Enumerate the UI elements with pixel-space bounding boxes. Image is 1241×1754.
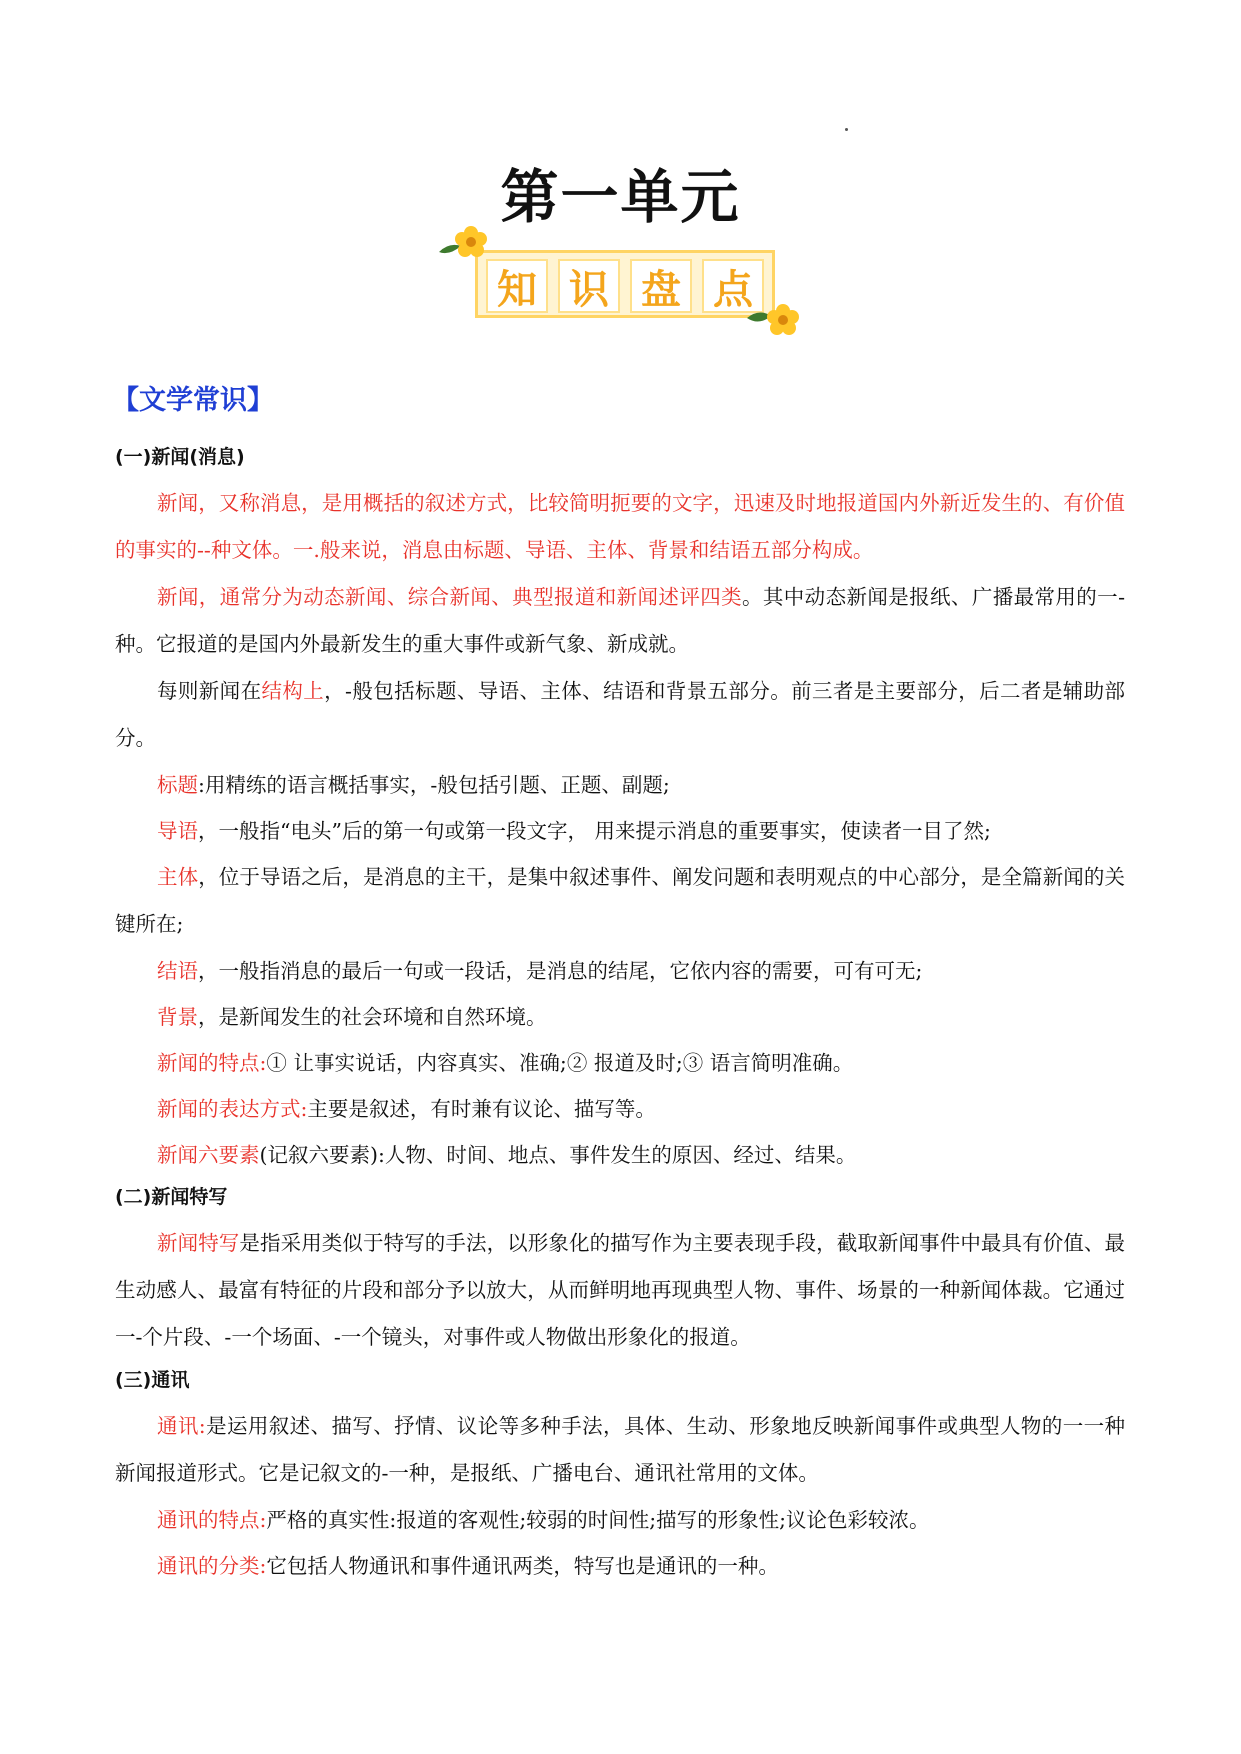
paragraph [115, 1040, 1125, 1086]
paragraph [115, 948, 1125, 994]
speck [845, 128, 848, 131]
badge-char: 知 [486, 259, 548, 313]
paragraph [115, 574, 1125, 668]
highlight: 通讯的分类: [157, 1554, 267, 1578]
highlight: 结语 [157, 959, 198, 983]
paragraph [115, 1497, 1125, 1543]
subheading-feature: (二)新闻特写 [115, 1186, 228, 1208]
text: 主要是叙述，有时兼有议论、描写等。 [307, 1097, 656, 1121]
text: 。其中动态新闻是报纸、广播最常用的一-种。它报道的是国内外最新发生的重大事件或新气象、新成就。 [115, 585, 1125, 656]
text: ① 让事实说话，内容真实、准确;② 报道及时;③ 语言简明准确。 [266, 1051, 854, 1075]
highlight: 新闻的特点: [157, 1051, 267, 1075]
paragraph [115, 668, 1125, 762]
text: (记叙六要素):人物、时间、地点、事件发生的原因、经过、结果。 [259, 1143, 857, 1167]
text: ，-般包括标题、导语、主体、结语和背景五部分。前三者是主要部分，后二者是辅助部分。 [115, 679, 1126, 750]
text: ，位于导语之后，是消息的主干，是集中叙述事件、阐发问题和表明观点的中心部分，是全篇新闻的关键所在; [115, 865, 1126, 936]
text: 严格的真实性:报道的客观性;较弱的时间性;描写的形象性;议论色彩较浓。 [266, 1508, 930, 1532]
paragraph [115, 994, 1125, 1040]
highlight: 新闻，通常分为动态新闻、综合新闻、典型报道和新闻述评四类 [157, 585, 742, 609]
highlight: 标题 [157, 773, 198, 797]
paragraph [115, 808, 1125, 854]
highlight: 新闻的表达方式: [157, 1097, 308, 1121]
section-heading: 【文学常识】 [112, 385, 274, 416]
text: 它包括人物通讯和事件通讯两类，特写也是通讯的一种。 [266, 1554, 779, 1578]
paragraph [115, 1086, 1125, 1132]
badge-char: 盘 [630, 259, 692, 313]
paragraph [115, 1220, 1125, 1361]
knowledge-badge [475, 250, 785, 324]
badge-char: 点 [702, 259, 764, 313]
flower-icon [435, 222, 491, 264]
text: ，一般指“电头”后的第一句或第一段文字， 用来提示消息的重要事实，使读者一目了然; [198, 819, 991, 843]
badge-frame [475, 250, 775, 318]
highlight: 新闻六要素 [157, 1143, 260, 1167]
text: :用精练的语言概括事实，-般包括引题、正题、副题; [198, 773, 670, 797]
text: ，是新闻发生的社会环境和自然环境。 [198, 1005, 547, 1029]
paragraph: 新闻，又称消息，是用概括的叙述方式，比较简明扼要的文字，迅速及时地报道国内外新近发生的、有价值的事实的--种文体。一.般来说，消息由标题、导语、主体、背景和结语五部分构成。 [115, 491, 1125, 562]
text: 每则新闻在 [157, 679, 262, 703]
paragraph [115, 854, 1125, 948]
document-body [115, 442, 1125, 1589]
paragraph [115, 1132, 1125, 1178]
highlight: 结构上 [261, 679, 325, 703]
text: 是指采用类似于特写的手法，以形象化的描写作为主要表现手段，截取新闻事件中最具有价值、最生动感人、最富有特征的片段和部分予以放大，从而鲜明地再现典型人物、事件、场景的一种新闻体裁。它通过一-个片段、-一个场面、-一个镜头，对事件或人物做出形象化的报道。 [115, 1231, 1126, 1349]
text: 是运用叙述、描写、抒情、议论等多种手法，具体、生动、形象地反映新闻事件或典型人物的一一种新闻报道形式。它是记叙文的-一种，是报纸、广播电台、通讯社常用的文体。 [115, 1414, 1125, 1485]
flower-icon [745, 300, 803, 340]
paragraph [115, 1403, 1125, 1497]
highlight: 新闻特写 [157, 1231, 240, 1255]
highlight: 通讯: [157, 1414, 206, 1438]
subheading-news: (一)新闻(消息) [115, 446, 245, 468]
text: ，一般指消息的最后一句或一段话，是消息的结尾，它依内容的需要，可有可无; [198, 959, 923, 983]
paragraph [115, 762, 1125, 808]
highlight: 背景 [157, 1005, 198, 1029]
badge-char: 识 [558, 259, 620, 313]
subheading-report: (三)通讯 [115, 1369, 190, 1391]
highlight: 通讯的特点: [157, 1508, 267, 1532]
highlight: 主体 [157, 865, 199, 889]
highlight: 导语 [157, 819, 198, 843]
page-title: 第一单元 [500, 163, 741, 231]
paragraph [115, 1543, 1125, 1589]
